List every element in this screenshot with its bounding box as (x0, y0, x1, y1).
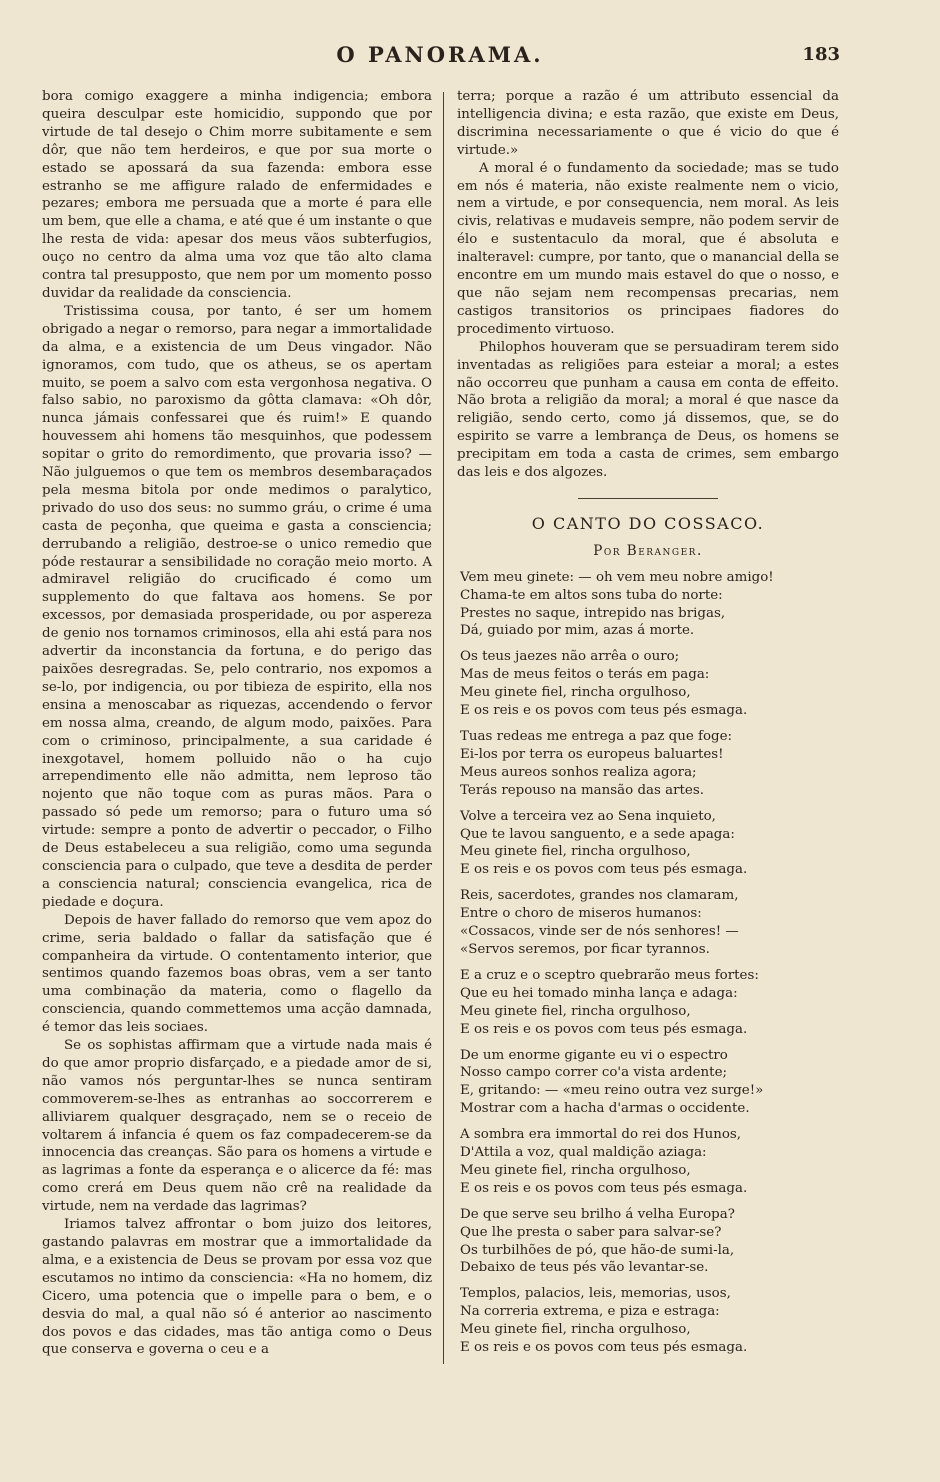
paragraph: Tristissima cousa, por tanto, é ser um homem obrigado a negar o remorso, para negar a immortalidade da alma, e a existencia de um Deus vingador. Não ignoramos, com tudo, que os atheus, se os apertam muito, se poem a salvo com esta vergonhosa negativa. O falso sabio, no paroxismo da gôtta clamava: «Oh dôr, nunca jámais confessarei que és ruim!» E quando houvessem ahi homens tão mesquinhos, que podessem sopitar o grito do remordimento, que provaria isso? — Não julguemos o que tem os membros desembaraçados pela mesma bitola por onde medimos o paralytico, privado do uso dos seus: no summo gráu, o crime é uma casta de peçonha, que queima e gasta a consciencia; derrubando a religião, destroe-se o unico remedio que póde restaurar a sensibilidade no coração meio morto. A admiravel religião do crucificado é como um supplemento do que faltava aos homens. Se por excessos, por demasiada prosperidade, ou por aspereza de genio nos tornamos criminosos, ella ahi está para nos advertir da inconstancia da fortuna, e do perigo das paixões desregradas. Se, pelo contrario, nos expomos a se-lo, por indigencia, ou por tibieza de espirito, ella nos ensina a menoscabar as riquezas, accendendo o fervor em nossa alma, creando, de algum modo, paixões. Para com o criminoso, principalmente, a sua caridade é inexgotavel, homem polluido não o ha cujo arrependimento elle não admitta, nem leproso tão nojento que não toque com as puras mãos. Para o passado só pede um remorso; para o futuro uma só virtude: sempre a ponto de advertir o peccador, o Filho de Deus estabeleceu a sua religião, como uma segunda consciencia para o culpado, que teve a desdita de perder a consciencia natural; consciencia evangelica, rica de piedade e doçura. (42, 303, 432, 910)
poem-line: Nosso campo correr co'a vista ardente; (460, 1065, 728, 1081)
poem-stanza (460, 728, 839, 800)
poem-line: Os teus jaezes não arrêa o ouro; (460, 649, 680, 665)
poem-line: E os reis e os povos com teus pés esmaga. (460, 1021, 748, 1037)
poem-line: Chama-te em altos sons tuba do norte: (460, 587, 723, 603)
poem-line: Vem meu ginete: — oh vem meu nobre amigo! (460, 569, 774, 585)
paragraph: Depois de haver fallado do remorso que vem apoz do crime, seria baldado o fallar da satisfação que é companheira da virtude. O contentamento interior, que sentimos quando fazemos boas obras, vem a ser tanto uma combinação da materia, como o flagello da consciencia, quando commettemos uma acção damnada, é temor das leis sociaes. (42, 912, 432, 1036)
right-column (457, 88, 839, 1365)
poem-line: A sombra era immortal do rei dos Hunos, (460, 1127, 742, 1143)
poem-line: Tuas redeas me entrega a paz que foge: (460, 729, 733, 744)
poem-line: «Cossacos, vinde ser de nós senhores! — (460, 924, 739, 940)
poem-line: «Servos seremos, por ficar tyrannos. (460, 941, 710, 957)
poem-stanza (460, 1285, 839, 1357)
poem-line: E os reis e os povos com teus pés esmaga. (460, 703, 748, 719)
poem-line: Que lhe presta o saber para salvar-se? (460, 1224, 722, 1240)
poem-line: Meu ginete fiel, rincha orgulhoso, (460, 685, 691, 701)
paragraph: Se os sophistas affirmam que a virtude nada mais é do que amor proprio disfarçado, e a piedade amor de si, não vamos nós perguntar-lhes se nunca sentiram commoverem-se-lhes as entranhas ao soccorrerem e alliviarem qualquer desgraçado, nem se o receio de voltarem á infancia é quem os faz compadecerem-se da innocencia das creanças. São para os homens a virtude e as lagrimas a fonte da esperança e o alicerce da fé: mas como crerá em Deus quem não crê na realidade da virtude, nem na verdade das lagrimas? (42, 1038, 432, 1215)
poem-line: De que serve seu brilho á velha Europa? (460, 1206, 735, 1222)
section-rule (578, 498, 718, 499)
page-number: 183 (802, 44, 840, 65)
poem-line: E, gritando: — «meu reino outra vez surge!» (460, 1083, 764, 1099)
poem-line: Na correria extrema, e piza e estraga: (460, 1304, 720, 1320)
paragraph: terra; porque a razão é um attributo essencial da intelligencia divina; e esta razão, que existe em Deus, discrimina necessariamente o que é vicio do que é virtude.» (457, 89, 839, 158)
poem-body (457, 569, 839, 1357)
poem-line: Meu ginete fiel, rincha orgulhoso, (460, 1003, 691, 1019)
poem-stanza (460, 887, 839, 959)
poem-line: Dá, guiado por mim, azas á morte. (460, 623, 695, 639)
poem-line: Ei-los por terra os europeus baluartes! (460, 746, 724, 762)
poem-stanza (460, 1126, 839, 1198)
poem-line: D'Attila a voz, qual maldição aziaga: (460, 1145, 707, 1161)
poem-line: Que te lavou sanguento, e a sede apaga: (460, 826, 735, 842)
column-divider (443, 92, 444, 1364)
left-column (42, 88, 432, 1359)
poem-line: E os reis e os povos com teus pés esmaga. (460, 862, 748, 878)
poem-line: Terás repouso na mansão das artes. (460, 782, 704, 798)
poem-line: E a cruz e o sceptro quebrarão meus fortes: (460, 967, 759, 983)
paragraph: Philophos houveram que se persuadiram terem sido inventadas as religiões para esteiar a moral; a estes não occorreu que punham a causa em conta de effeito. Não brota a religião da moral; a moral é que nasce da religião, sendo certo, como já dissemos, que, se do espirito se varre a lembrança de Deus, os homens se precipitam em toda a casta de crimes, sem embargo das leis e dos algozes. (457, 339, 839, 481)
poem-title: O CANTO DO COSSACO. (531, 513, 765, 533)
poem-line: Mostrar com a hacha d'armas o occidente. (460, 1101, 750, 1117)
paragraph: A moral é o fundamento da sociedade; mas se tudo em nós é materia, não existe realmente nem o vicio, nem a virtude, e por consequencia, nem moral. As leis civis, relativas e mudaveis sempre, não podem servir de élo e sustentaculo da moral, que é absoluta e inalteravel: cumpre, por tanto, que o manancial della se encontre em um mundo mais estavel do que o nosso, e que não sejam nem recompensas precarias, nem castigos transitorios os principaes fiadores do procedimento virtuoso. (457, 160, 839, 337)
poem-line: Entre o choro de miseros humanos: (460, 906, 702, 922)
poem-stanza (460, 808, 839, 880)
poem-stanza (460, 648, 839, 720)
poem-line: Mas de meus feitos o terás em paga: (460, 667, 710, 683)
poem-stanza (460, 1047, 839, 1119)
poem-line: E os reis e os povos com teus pés esmaga. (460, 1340, 748, 1356)
poem-line: Prestes no saque, intrepido nas brigas, (460, 605, 726, 621)
poem-line: E os reis e os povos com teus pés esmaga. (460, 1180, 748, 1196)
poem-line: Meu ginete fiel, rincha orgulhoso, (460, 844, 691, 860)
paragraph: bora comigo exaggere a minha indigencia; embora queira desculpar este homicidio, suppondo que por virtude de tal desejo o Chim morre subitamente e sem dôr, que não tem herdeiros, e que por sua morte o estado se apossará da sua fazenda: embora esse estranho se me affigure ralado de enfermidades e pezares; embora me persuada que a morte é para elle um bem, que elle a chama, e até que é um instante o que lhe resta de vida: apesar dos meus vãos subterfugios, ouço no centro da alma uma voz que tão alto clama contra tal presupposto, que nem por um momento posso duvidar da realidade da consciencia. (42, 89, 432, 301)
poem-line: Que eu hei tomado minha lança e adaga: (460, 985, 738, 1001)
poem-author: Por Beranger. (593, 542, 703, 559)
poem-stanza (460, 1206, 839, 1278)
poem-stanza (460, 569, 839, 641)
poem-line: De um enorme gigante eu vi o espectro (460, 1047, 728, 1063)
paragraph: Iriamos talvez affrontar o bom juizo dos leitores, gastando palavras em mostrar que a immortalidade da alma, e a existencia de Deus se provam por essa voz que escutamos no intimo da consciencia: «Ha no homem, diz Cicero, uma potencia que o impelle para o bem, e o desvia do mal, a qual não só é anterior ao nascimento dos povos e das cidades, mas tão antiga como o Deus que conserva e governa o ceu e a (42, 1217, 432, 1358)
page-header-title: O PANORAMA. (336, 42, 544, 67)
poem-line: Os turbilhões de pó, que hão-de sumi-la, (460, 1242, 735, 1258)
poem-stanza (460, 967, 839, 1039)
poem-line: Meu ginete fiel, rincha orgulhoso, (460, 1322, 691, 1338)
poem-line: Meus aureos sonhos realiza agora; (460, 764, 697, 780)
poem-line: Debaixo de teus pés vão levantar-se. (460, 1260, 709, 1276)
poem-line: Templos, palacios, leis, memorias, usos, (460, 1286, 731, 1302)
poem-line: Meu ginete fiel, rincha orgulhoso, (460, 1162, 691, 1178)
poem-line: Volve a terceira vez ao Sena inquieto, (460, 808, 716, 824)
poem-line: Reis, sacerdotes, grandes nos clamaram, (460, 888, 739, 904)
